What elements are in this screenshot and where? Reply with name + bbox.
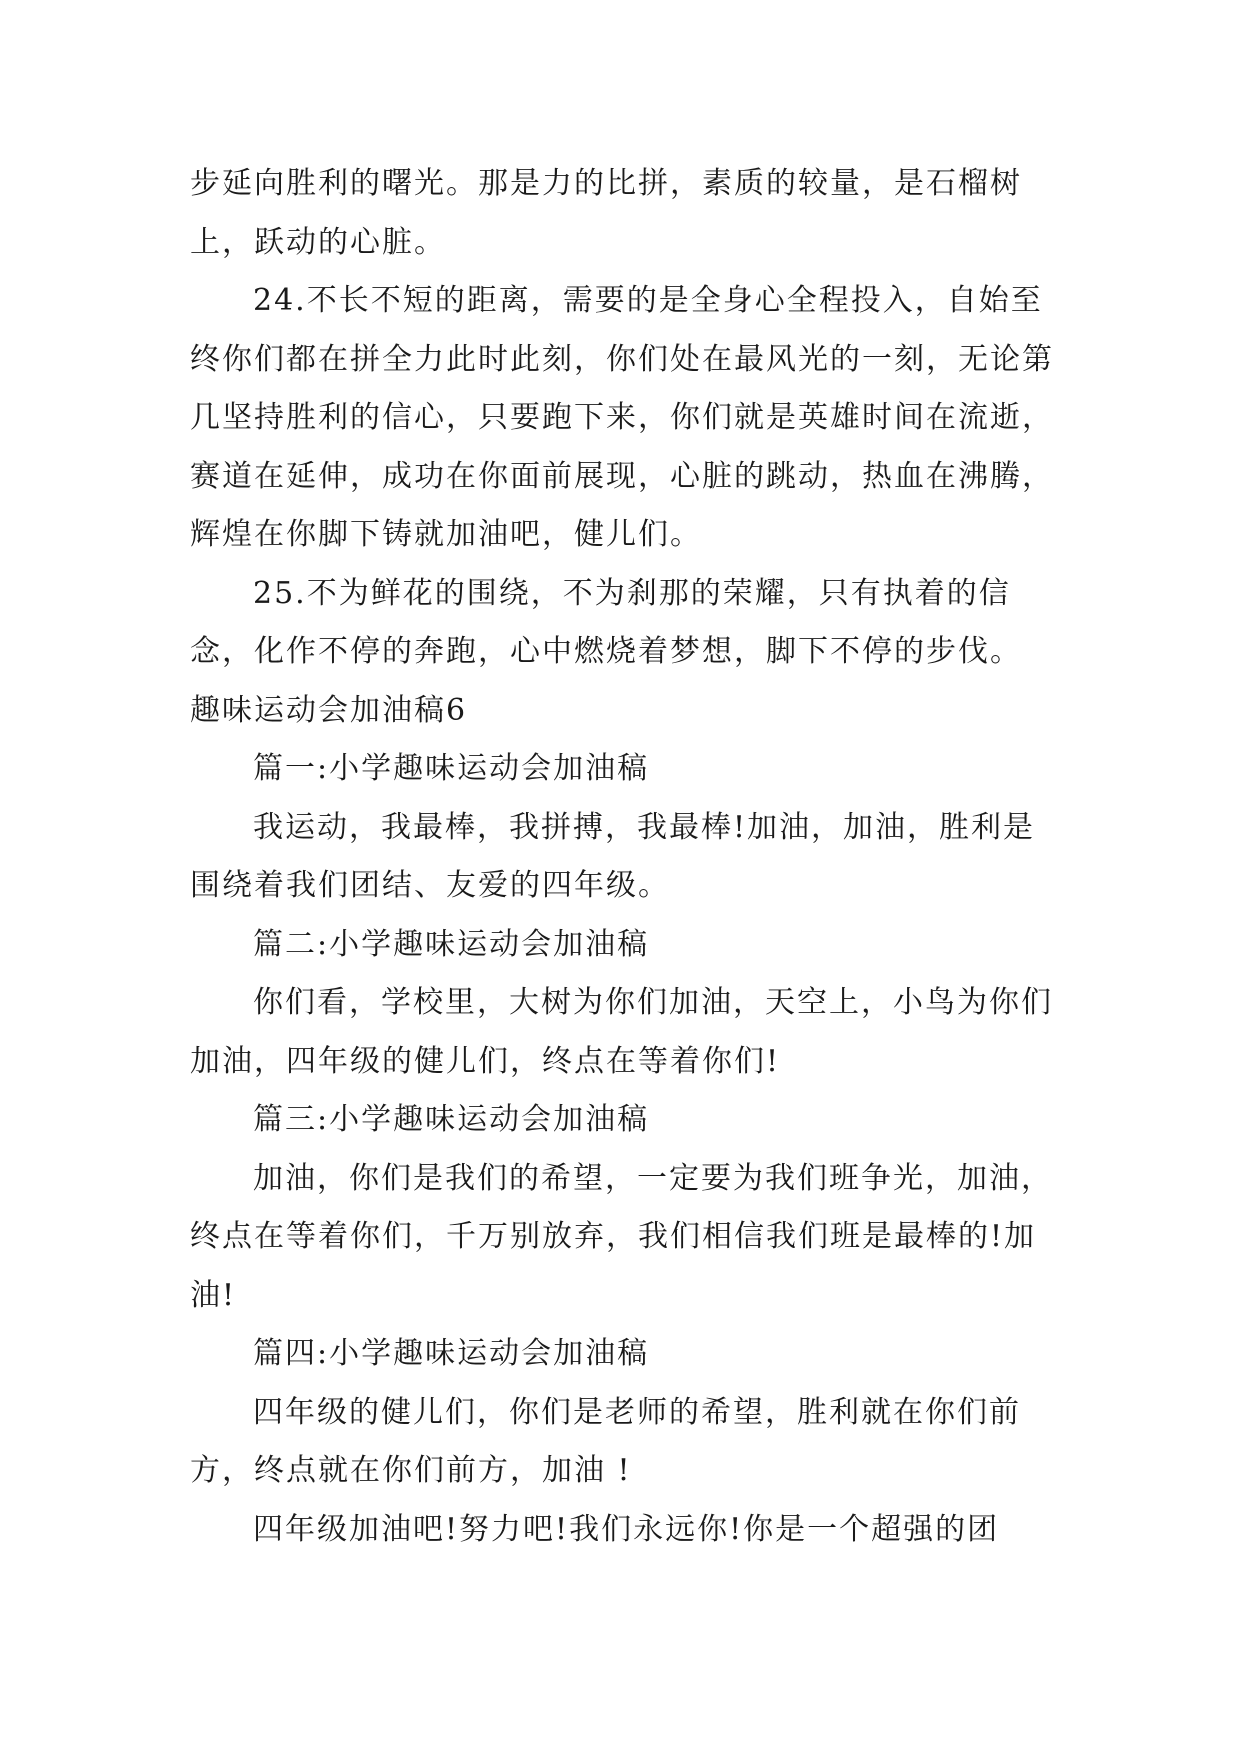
paragraph-continuation: 步延向胜利的曙光。那是力的比拼，素质的较量，是石榴树上，跃动的心脏。: [190, 166, 1022, 260]
paragraph-section-2: 你们看，学校里，大树为你们加油，天空上，小鸟为你们加油，四年级的健儿们，终点在等着你们!: [190, 985, 1053, 1079]
subsection-heading-3: 篇三:小学趣味运动会加油稿: [253, 1102, 650, 1137]
paragraph-item-24: 24.不长不短的距离，需要的是全身心全程投入，自始至终你们都在拼全力此时此刻，你们处在最风光的一刻，无论第几坚持胜利的信心，只要跑下来，你们就是英雄时间在流逝，赛道在延伸，成功在你面前展现，心脏的跳动，热血在沸腾，辉煌在你脚下铸就加油吧，健儿们。: [190, 283, 1054, 552]
document-body: [190, 155, 1060, 1559]
subsection-heading-2: 篇二:小学趣味运动会加油稿: [253, 926, 650, 962]
paragraph-section-4b: 四年级加油吧!努力吧!我们永远你!你是一个超强的团: [253, 1511, 1000, 1547]
paragraph-item-25: 25.不为鲜花的围绕，不为刹那的荣耀，只有执着的信念，化作不停的奔跑，心中燃烧着梦想，脚下不停的步伐。: [190, 575, 1022, 669]
section-title: 趣味运动会加油稿6: [190, 692, 468, 728]
subsection-heading-4: 篇四:小学趣味运动会加油稿: [253, 1336, 650, 1371]
subsection-heading-1: 篇一:小学趣味运动会加油稿: [253, 751, 650, 786]
paragraph-section-1: 我运动，我最棒，我拼搏，我最棒!加油，加油，胜利是围绕着我们团结、友爱的四年级。: [190, 809, 1036, 903]
paragraph-section-4a: 四年级的健儿们，你们是老师的希望，胜利就在你们前方，终点就在你们前方，加油 !: [190, 1394, 1021, 1488]
paragraph-section-3: 加油，你们是我们的希望，一定要为我们班争光，加油，终点在等着你们，千万别放弃，我们相信我们班是最棒的!加油!: [190, 1160, 1053, 1313]
